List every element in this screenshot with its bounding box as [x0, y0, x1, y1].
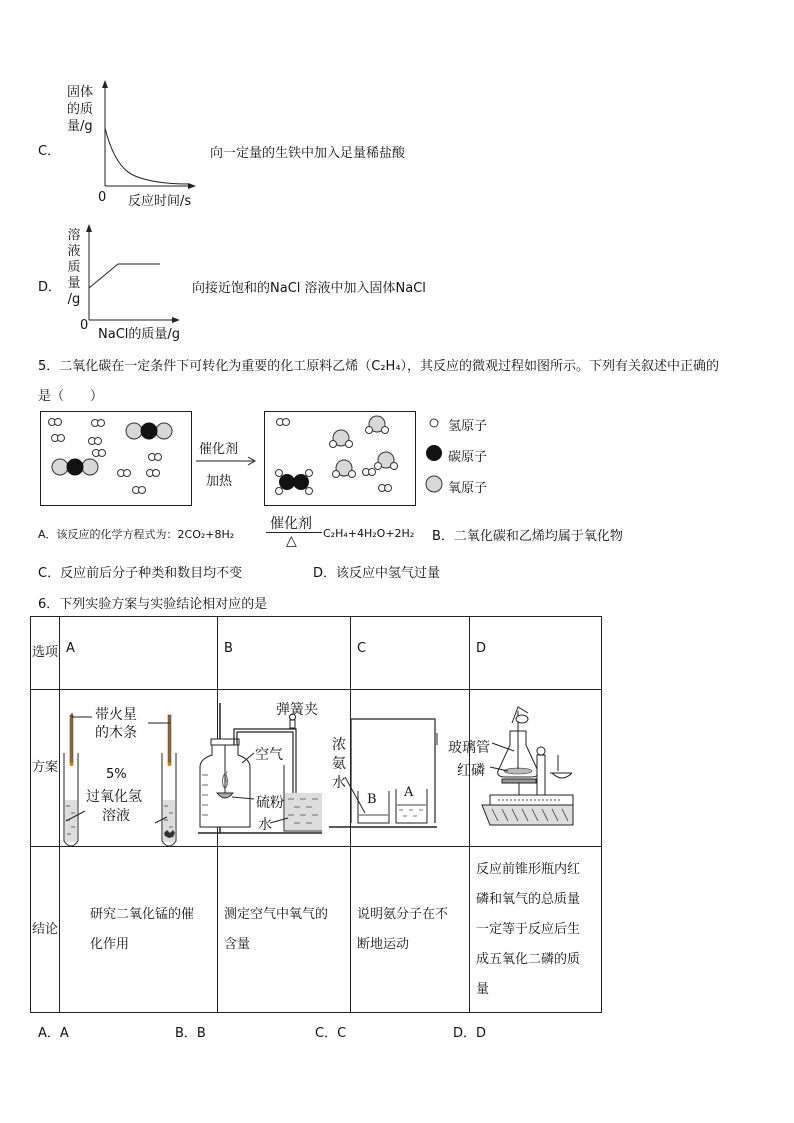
option-d-label: D．	[38, 280, 62, 295]
conclusion-c	[351, 847, 470, 1013]
fig-c-label-nh3-1: 浓	[332, 737, 346, 753]
legend-carbon: 碳原子	[448, 450, 488, 465]
fig-c-label-nh3-2: 氨	[332, 756, 346, 772]
ylabel-line: 量/g	[67, 119, 93, 134]
ylabel-line: /g	[67, 292, 81, 307]
q6-stem: 6．下列实验方案与实验结论相对应的是	[38, 597, 268, 612]
ylabel-line: 量	[67, 276, 81, 291]
fig-a-label-splint1: 带火星	[95, 707, 137, 723]
conclusion-line: 反应前锥形瓶内红	[476, 861, 581, 877]
q5-option-b: B．二氧化碳和乙烯均属于氧化物	[432, 529, 623, 544]
q5-option-a-prefix: A．该反应的化学方程式为：2CO₂+8H₂	[38, 528, 235, 541]
q5-option-d: D．该反应中氢气过量	[313, 566, 441, 581]
fig-a-label-pct: 5%	[106, 767, 127, 782]
plan-label: 方案	[31, 760, 58, 775]
conclusion-b	[218, 847, 351, 1013]
header-col-b: B	[218, 617, 351, 690]
fig-c-label-nh3-3: 水	[332, 775, 346, 791]
ylabel-line: 固体	[67, 85, 94, 100]
q5-option-c: C．反应前后分子种类和数目均不变	[38, 566, 243, 581]
header-col-d: D	[470, 617, 602, 690]
header-label-cell	[31, 617, 60, 690]
header-label: 选项	[31, 645, 58, 660]
header-col-a: A	[60, 617, 218, 690]
fig-b-label-water: 水	[258, 817, 272, 833]
option-c-ylabel	[67, 84, 93, 135]
answer-option-a: A．A	[38, 1026, 69, 1041]
conclusion-line: 研究二氧化锰的催	[90, 906, 195, 922]
q5-option-a-condition: 催化剂	[270, 516, 312, 532]
plan-label-cell	[31, 690, 60, 847]
conclusion-line: 一定等于反应后生	[476, 921, 581, 937]
header-col-c: C	[351, 617, 470, 690]
ylabel-line: 溶	[67, 228, 81, 243]
reactants-molecules	[40, 411, 192, 506]
products-molecules	[264, 411, 416, 506]
answer-option-d: D．D	[453, 1026, 487, 1041]
conclusion-label: 结论	[31, 921, 58, 937]
conclusion-line: 含量	[224, 936, 251, 952]
option-c-label: C．	[38, 144, 61, 159]
conclusion-line: 量	[476, 981, 490, 997]
arrow-condition-bottom: 加热	[206, 474, 233, 489]
legend-hydrogen: 氢原子	[448, 419, 488, 434]
answer-option-b: B．B	[175, 1026, 206, 1041]
option-d-origin: 0	[80, 318, 89, 333]
ylabel-line: 液	[67, 244, 81, 259]
option-c-description: 向一定量的生铁中加入足量稀盐酸	[210, 146, 406, 161]
q5-option-a-suffix: C₂H₄+4H₂O+2H₂	[323, 527, 415, 540]
q5-stem-line1: 5．二氧化碳在一定条件下可转化为重要的化工原料乙烯（C₂H₄），其反应的微观过程如图所示。下列有关叙述中正确的	[38, 359, 720, 374]
fig-a-label-splint2: 的木条	[95, 725, 137, 741]
answer-option-c: C．C	[315, 1026, 347, 1041]
conclusion-line: 化作用	[90, 936, 130, 952]
option-d-xlabel: NaCl的质量/g	[98, 327, 181, 342]
conclusion-line: 磷和氧气的总质量	[476, 891, 581, 907]
fig-a-label-sol1: 过氧化氢	[86, 789, 142, 805]
fig-d-label-tube: 玻璃管	[448, 740, 490, 756]
q5-option-a-heat: △	[286, 533, 297, 549]
q5-option-a	[38, 526, 234, 542]
fig-b-label-sulfur: 硫粉	[256, 795, 284, 811]
ylabel-line: 的质	[67, 102, 94, 117]
conclusion-label-cell	[31, 847, 60, 1013]
option-c-origin: 0	[98, 190, 107, 205]
fig-c-label-b: B	[367, 792, 377, 807]
fig-a-label-sol2: 溶液	[102, 808, 130, 824]
q5-stem-line2: 是（ ）	[38, 389, 104, 404]
conclusion-line: 测定空气中氧气的	[224, 906, 329, 922]
conclusion-a	[60, 847, 218, 1013]
fig-b-label-clip: 弹簧夹	[276, 702, 318, 718]
ylabel-line: 质	[67, 260, 81, 275]
conclusion-line: 成五氧化二磷的质	[476, 951, 581, 967]
option-c-graph	[100, 80, 200, 190]
conclusion-line: 断地运动	[357, 936, 410, 952]
legend-oxygen: 氧原子	[448, 481, 488, 496]
reaction-arrow	[196, 456, 260, 466]
fig-d-label-phosphorus: 红磷	[457, 763, 485, 779]
fig-c-label-a: A	[404, 785, 414, 800]
fig-b-label-air: 空气	[255, 747, 283, 763]
option-d-description: 向接近饱和的NaCl 溶液中加入固体NaCl	[192, 281, 426, 296]
option-d-graph	[84, 224, 184, 324]
option-c-xlabel: 反应时间/s	[128, 194, 192, 209]
option-d-ylabel	[67, 228, 81, 308]
atom-legend-icons	[424, 413, 444, 493]
conclusion-d	[470, 847, 602, 1013]
conclusion-line: 说明氨分子在不	[357, 906, 449, 922]
arrow-condition-top: 催化剂	[199, 442, 239, 457]
